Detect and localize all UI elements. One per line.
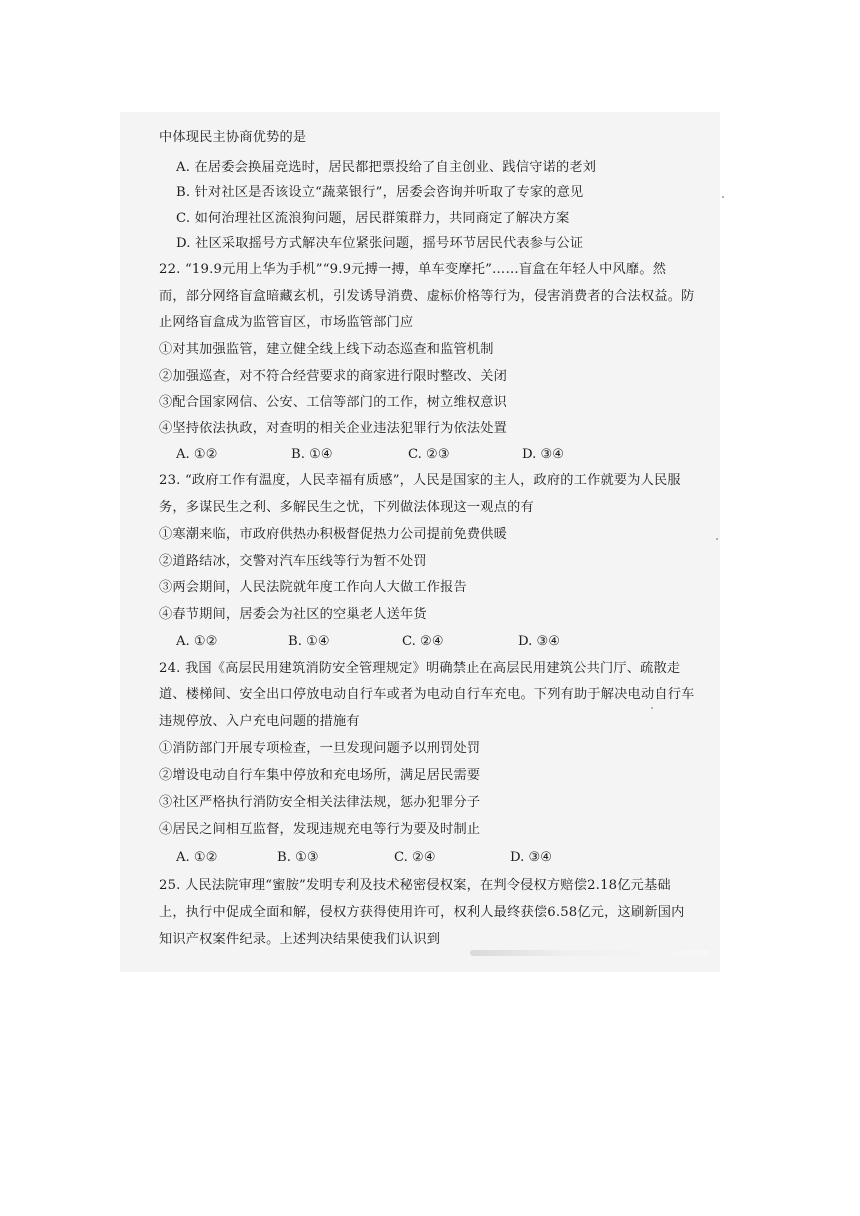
q23-stem-line: 务，多谋民生之利、多解民生之忧，下列做法体现这一观点的有: [159, 500, 534, 515]
q21-option-a: A. 在居委会换届竞选时，居民都把票投给了自主创业、践信守诺的老刘: [176, 160, 597, 175]
q22-choice-b: B. ①④: [291, 447, 333, 462]
q24-item-3: ③社区严格执行消防安全相关法律法规，惩办犯罪分子: [159, 795, 481, 810]
q25-stem-line: 25. 人民法院审理“蜜胺”发明专利及技术秘密侵权案，在判令侵权方赔偿2.18亿元基础: [159, 878, 671, 893]
q25-stem-line: 知识产权案件纪录。上述判决结果使我们认识到: [159, 932, 441, 947]
scan-speck: [651, 707, 653, 709]
q24-choice-c: C. ②④: [394, 850, 436, 865]
q22-choice-c: C. ②③: [408, 447, 450, 462]
q24-stem-line: 道、楼梯间、安全出口停放电动自行车或者为电动自行车充电。下列有助于解决电动自行车: [159, 687, 695, 702]
q22-stem-line: 止网络盲盒成为监管盲区，市场监管部门应: [159, 315, 414, 330]
q23-item-4: ④春节期间，居委会为社区的空巢老人送年货: [159, 607, 427, 622]
q22-stem-line: 而，部分网络盲盒暗藏玄机，引发诱导消费、虚标价格等行为，侵害消费者的合法权益。防: [159, 289, 695, 304]
q24-choice-a: A. ①②: [176, 850, 218, 865]
q21-option-d: D. 社区采取摇号方式解决车位紧张问题，摇号环节居民代表参与公证: [176, 236, 584, 251]
q22-item-3: ③配合国家网信、公安、工信等部门的工作，树立维权意识: [159, 395, 508, 410]
q24-item-4: ④居民之间相互监督，发现违规充电等行为要及时制止: [159, 822, 481, 837]
q23-choice-c: C. ②④: [402, 634, 444, 649]
q24-item-1: ①消防部门开展专项检查，一旦发现问题予以刑罚处罚: [159, 741, 481, 756]
q21-option-c: C. 如何治理社区流浪狗问题，居民群策群力，共同商定了解决方案: [176, 211, 570, 226]
q22-item-1: ①对其加强监管，建立健全线上线下动态巡查和监管机制: [159, 342, 494, 357]
q21-option-b: B. 针对社区是否该设立“蔬菜银行”，居委会咨询并听取了专家的意见: [176, 185, 584, 200]
q23-choice-b: B. ①④: [288, 634, 330, 649]
scan-speck: [716, 538, 718, 540]
q23-stem-line: 23. “政府工作有温度，人民幸福有质感”，人民是国家的主人，政府的工作就要为人民服: [159, 473, 681, 488]
scan-speck: [722, 196, 724, 198]
q23-item-1: ①寒潮来临，市政府供热办积极督促热力公司提前免费供暖: [159, 527, 508, 542]
q23-choice-d: D. ③④: [518, 634, 561, 649]
scan-shadow: [470, 950, 710, 956]
q25-stem-line: 上，执行中促成全面和解，侵权方获得使用许可，权利人最终获偿6.58亿元，这刷新国内: [159, 905, 685, 920]
q24-choice-b: B. ①③: [277, 850, 319, 865]
q22-item-2: ②加强巡查，对不符合经营要求的商家进行限时整改、关闭: [159, 369, 508, 384]
q24-stem-line: 24. 我国《高层民用建筑消防安全管理规定》明确禁止在高层民用建筑公共门厅、疏散走: [159, 661, 681, 676]
q22-choice-d: D. ③④: [522, 447, 565, 462]
q24-stem-line: 违规停放、入户充电问题的措施有: [159, 714, 360, 729]
q23-item-2: ②道路结冰，交警对汽车压线等行为暂不处罚: [159, 554, 427, 569]
q22-item-4: ④坚持依法执政，对查明的相关企业违法犯罪行为依法处置: [159, 421, 508, 436]
q24-item-2: ②增设电动自行车集中停放和充电场所，满足居民需要: [159, 768, 481, 783]
q21-stem-tail: 中体现民主协商优势的是: [159, 130, 307, 145]
q24-choice-d: D. ③④: [510, 850, 553, 865]
q22-stem-line: 22. “19.9元用上华为手机”“9.9元搏一搏，单车变摩托”……盲盒在年轻人中风靡。然: [159, 262, 667, 277]
q23-choice-a: A. ①②: [176, 634, 218, 649]
q23-item-3: ③两会期间，人民法院就年度工作向人大做工作报告: [159, 580, 467, 595]
q22-choice-a: A. ①②: [176, 447, 218, 462]
